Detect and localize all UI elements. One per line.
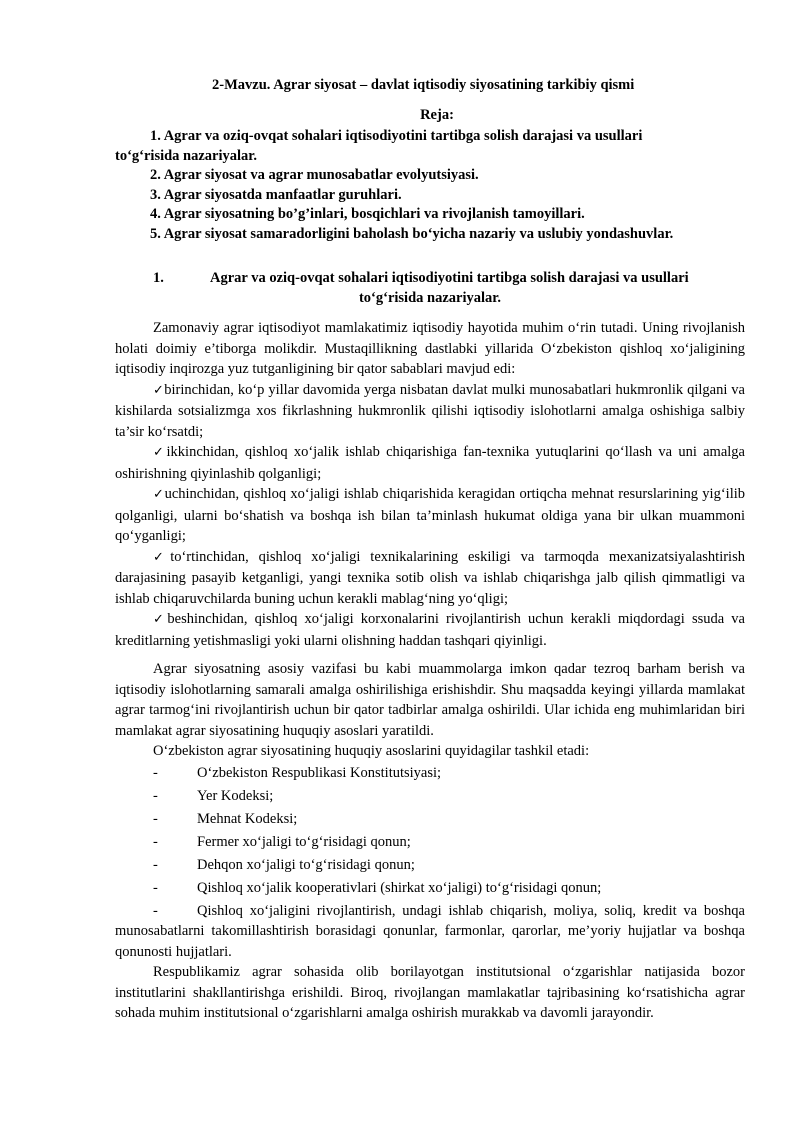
dash-marker: -	[153, 857, 158, 874]
check-icon: ✓	[153, 549, 171, 565]
reason-item	[115, 380, 745, 443]
paragraph-legal-basis-intro: O‘zbekiston agrar siyosatining huquqiy asoslarini quyidagilar tashkil etadi:	[153, 743, 590, 759]
law-list-item	[115, 785, 745, 808]
plan-list	[115, 127, 745, 244]
law-text: Yer Kodeksi;	[197, 787, 274, 804]
law-text: Dehqon xo‘jaligi to‘g‘risidagi qonun;	[197, 857, 415, 874]
reason-text: ikkinchidan, qishloq xo‘jalik ishlab chiqarishiga fan-texnika yutuqlarini qo‘llash va uni amalga oshirishning qiyinlashib qolganligi;	[115, 444, 745, 482]
reason-item	[115, 442, 745, 484]
section-title-line2: to‘g‘risida nazariyalar.	[358, 289, 502, 306]
check-icon: ✓	[153, 487, 165, 502]
plan-item-3: 3. Agrar siyosatda manfaatlar guruhlari.	[150, 186, 402, 203]
paragraph-main-task: Agrar siyosatning asosiy vazifasi bu kabi muammolarga imkon qadar tezroq barham berish va iqtisodiy islohotlarning samarali amalga oshirilishiga erishishdir. Shu maqsadda keyingi yillarda mamlakat agrar tarmog‘ini rivojlantirish uchun bir qator tadbirlar amalga oshirildi. Ular ichida eng muhimlaridan biri mamlakat agrar siyosatining huquqiy asoslari yaratildi.	[115, 661, 745, 739]
law-list-item	[115, 877, 745, 900]
reason-text: birinchidan, ko‘p yillar davomida yerga nisbatan davlat mulki munosabatlari hukmronlik qilgani va kishilarda sotsializmga xos fikrlashning hukmronlik qilishi iqtisodiy islohotlarni amalga oshishiga salbiy ta’sir ko‘rsatdi;	[115, 381, 745, 440]
plan-item-5: 5. Agrar siyosat samaradorligini baholash bo‘yicha nazariy va uslubiy yondashuvlar.	[150, 225, 674, 242]
plan-item-4: 4. Agrar siyosatning bo’g’inlari, bosqichlari va rivojlanish tamoyillari.	[150, 206, 585, 222]
dash-marker: -	[153, 810, 158, 827]
law-text: Fermer xo‘jaligi to‘g‘risidagi qonun;	[197, 834, 411, 851]
law-text: O‘zbekiston Respublikasi Konstitutsiyasi;	[197, 764, 442, 781]
check-icon: ✓	[153, 445, 167, 460]
reason-item	[115, 547, 745, 610]
reason-item	[115, 484, 745, 547]
reason-item	[115, 609, 745, 651]
section-title-line1: Agrar va oziq-ovqat sohalari iqtisodiyotini tartibga solish darajasi va usullari	[210, 270, 689, 286]
law-list-item	[115, 762, 745, 785]
reason-text: uchinchidan, qishloq xo‘jaligi ishlab chiqarishida keragidan ortiqcha mehnat resurslarining yig‘ilib qolganligi, ularni bo‘shatish va boshqa ish bilan ta’minlash hukumat oldiga yana bir ulkan muammoni qo‘yganligi;	[115, 486, 745, 544]
title-text: 2-Mavzu. Agrar siyosat – davlat iqtisodiy siyosatining tarkibiy qismi	[212, 77, 635, 93]
reason-text: to‘rtinchidan, qishloq xo‘jaligi texnikalarining eskiligi va tarmoqda mexanizatsiyalashtirish darajasining pasayib ketganligi, yangi texnika sotib olish va ishlab chiqarishga jalb qilish qimmatligi va ishlab chiqaruvchilarda buning uchun kerakli mablag‘ning yo‘qligi;	[115, 548, 745, 607]
reason-text: beshinchidan, qishloq xo‘jaligi korxonalarini rivojlantirish uchun kerakli miqdordagi ssuda va kreditlarning yetishmasligi yoki ularni olishning haddan tashqari qiyinligi.	[115, 611, 745, 649]
law-text: Qishloq xo‘jaligini rivojlantirish, undagi ishlab chiqarish, moliya, soliq, kredit va boshqa munosabatlarni takomillashtirish borasidagi qonunlar, farmonlar, qarorlar, me’yoriy hujjatlar va boshqa qonunosti hujjatlari.	[115, 902, 745, 960]
law-list-item	[115, 808, 745, 831]
check-icon: ✓	[153, 382, 165, 398]
law-text: Mehnat Kodeksi;	[197, 810, 298, 827]
plan-heading	[0, 107, 800, 124]
paragraph-institutional: Respublikamiz agrar sohasida olib borilayotgan institutsional o‘zgarishlar natijasida bozor institutlarini shakllantirishga erishildi. Biroq, rivojlangan mamlakatlar tajribasining ko‘rsatishicha agrar sohada muhim institutsional o‘zgarishlarni amalga oshirish murakkab va davomli jarayondir.	[115, 964, 745, 1022]
law-list-item	[115, 831, 745, 854]
law-list-item	[115, 854, 745, 877]
dash-marker: -	[153, 834, 158, 851]
dash-marker: -	[153, 787, 158, 804]
section-number: 1.	[153, 270, 164, 286]
dash-marker: -	[153, 902, 158, 919]
plan-item-1: 1. Agrar va oziq-ovqat sohalari iqtisodiyotini tartibga solish darajasi va usullari	[150, 128, 643, 144]
law-list-item-long	[115, 901, 745, 963]
intro-paragraph: Zamonaviy agrar iqtisodiyot mamlakatimiz iqtisodiy hayotida muhim o‘rin tutadi. Uning rivojlanish holati doimiy e’tiborga molikdir. Mustaqillikning dastlabki yillarida O‘zbekiston qishloq xo‘jaligining iqtisodiy inqirozga yuz tutganligining bir qator sabablari mavjud edi:	[115, 320, 745, 377]
check-icon: ✓	[153, 612, 168, 627]
plan-label: Reja:	[420, 107, 454, 123]
dash-marker: -	[153, 880, 158, 897]
section-body	[115, 318, 745, 1024]
law-text: Qishloq xo‘jalik kooperativlari (shirkat xo‘jaligi) to‘g‘risidagi qonun;	[197, 880, 602, 897]
dash-marker: -	[153, 764, 158, 781]
plan-item-2: 2. Agrar siyosat va agrar munosabatlar evolyutsiyasi.	[150, 167, 479, 183]
plan-item-1-continuation: to‘g‘risida nazariyalar.	[115, 147, 258, 164]
